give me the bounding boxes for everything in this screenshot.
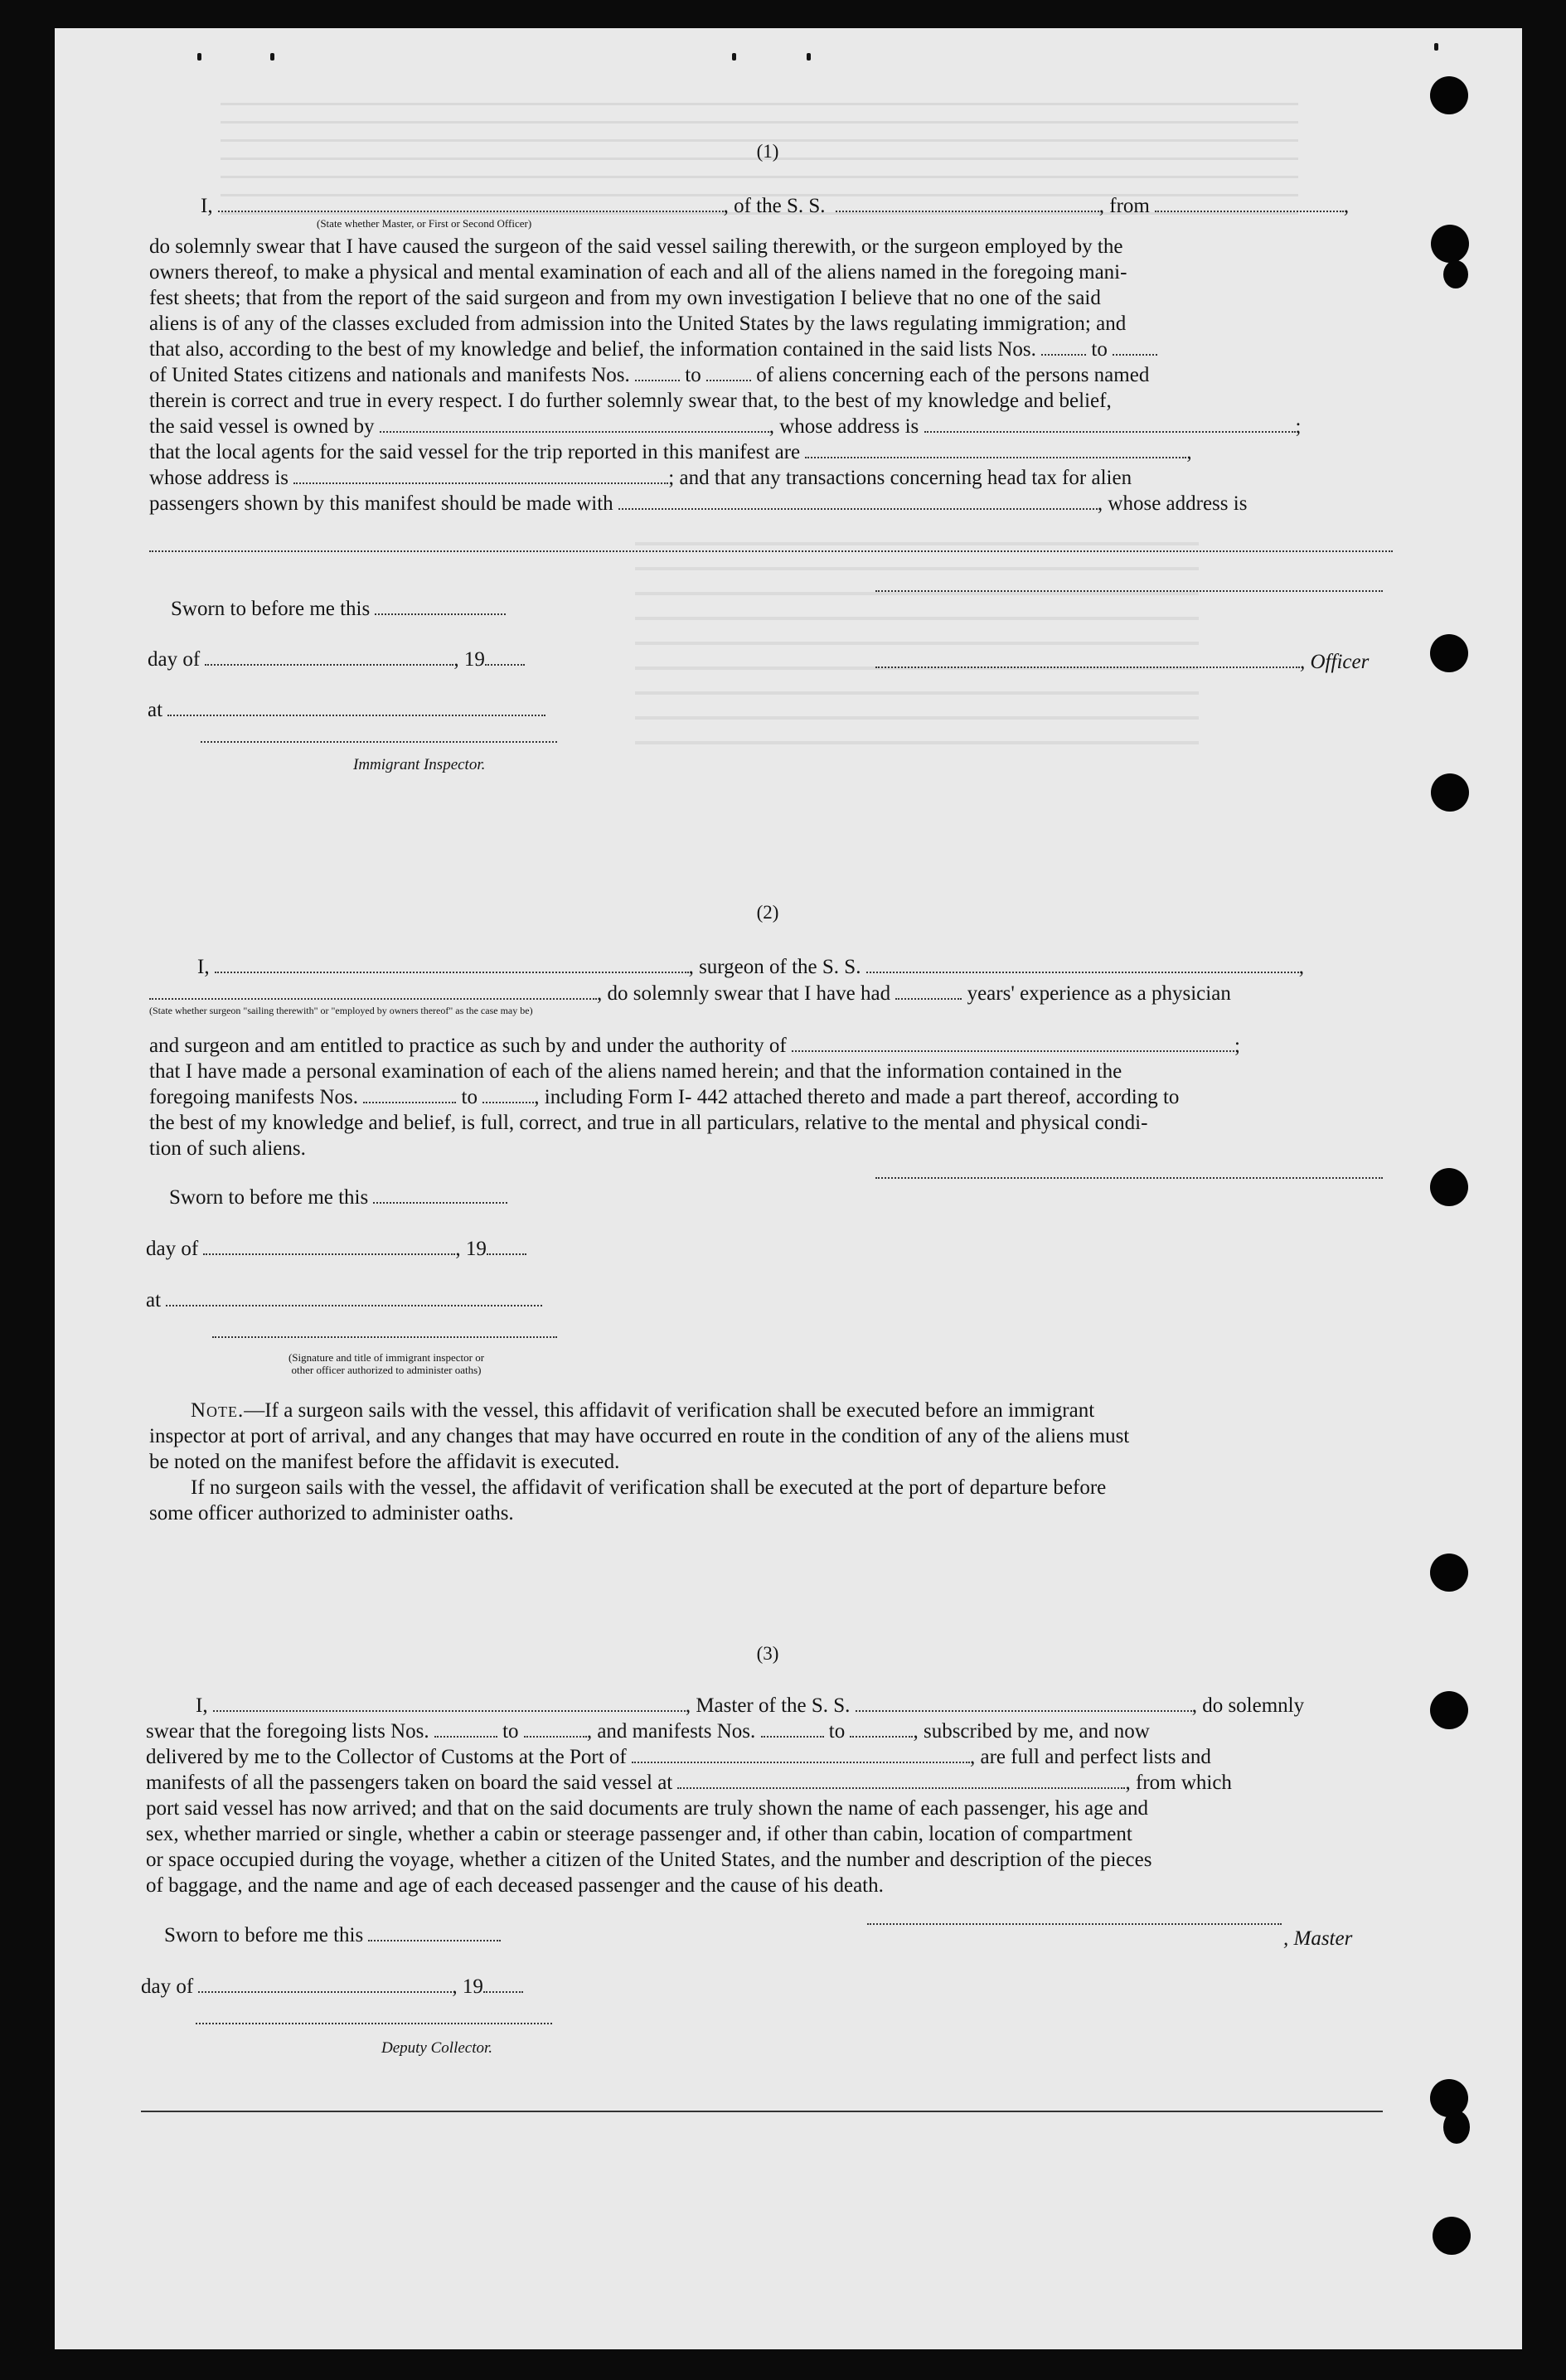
s3-sworn xyxy=(164,1923,501,1948)
text-line xyxy=(149,1084,1401,1110)
text: delivered by me to the Collector of Customs at the Port of xyxy=(146,1746,627,1768)
officer-title-line[interactable] xyxy=(875,666,1300,668)
text-line xyxy=(146,1718,1399,1744)
text: of aliens concerning each of the persons named xyxy=(756,364,1150,386)
punch-mark xyxy=(197,53,201,61)
punch-mark xyxy=(270,53,274,61)
section-2-number: (2) xyxy=(756,902,779,923)
text: ; xyxy=(1234,1035,1240,1057)
text-line xyxy=(149,362,1401,388)
field-list-from[interactable] xyxy=(1041,337,1086,356)
text: , whose address is xyxy=(1097,492,1248,515)
s2-signature-hint xyxy=(204,1351,569,1376)
text-line: port said vessel has now arrived; and that on the said documents are truly shown the name of each passenger, his age and xyxy=(146,1797,1149,1820)
text: I, xyxy=(201,195,213,217)
text-line xyxy=(149,491,1401,516)
text: , whose address is xyxy=(768,415,919,438)
text-line: the best of my knowledge and belief, is full, correct, and true in all particulars, relative to the mental and physical condi- xyxy=(149,1112,1148,1134)
text: Sworn to before me this xyxy=(169,1186,369,1209)
text: to xyxy=(502,1720,519,1743)
text: day of xyxy=(141,1975,194,1998)
field-sworn-date[interactable] xyxy=(368,1923,501,1941)
field-place[interactable] xyxy=(167,698,545,716)
text: passengers shown by this manifest should be made with xyxy=(149,492,613,515)
text: foregoing manifests Nos. xyxy=(149,1086,359,1108)
field-surgeon-name[interactable] xyxy=(215,955,689,973)
text: years' experience as a physician xyxy=(967,982,1231,1005)
text-line xyxy=(149,439,1401,465)
master-signature-line[interactable] xyxy=(867,1923,1282,1925)
punch-hole xyxy=(1431,225,1469,263)
text: , from xyxy=(1098,195,1150,217)
text: I, xyxy=(196,1694,208,1717)
text: to xyxy=(461,1086,478,1108)
field-headtax-agent[interactable] xyxy=(618,492,1098,510)
section-3-number: (3) xyxy=(756,1643,779,1664)
s1-sworn xyxy=(171,597,506,622)
master-label: , Master xyxy=(1283,1927,1353,1950)
field-port[interactable] xyxy=(632,1745,970,1763)
text: to xyxy=(828,1720,846,1743)
note-label: Note. xyxy=(191,1399,245,1422)
field-owner[interactable] xyxy=(380,414,769,433)
s1-body xyxy=(149,234,1401,516)
text-line: owners thereof, to make a physical and mental examination of each and all of the aliens named in the foregoing mani- xyxy=(149,261,1127,284)
text-line: sex, whether married or single, whether a cabin or steerage passenger and, if other than cabin, location of compartment xyxy=(146,1823,1132,1845)
text-line: of baggage, and the name and age of each deceased passenger and the cause of his death. xyxy=(146,1874,884,1897)
field-manifest-from[interactable] xyxy=(761,1719,824,1738)
punch-hole xyxy=(1430,1168,1468,1206)
field-day[interactable] xyxy=(198,1975,452,1993)
bottom-rule xyxy=(141,2111,1383,2112)
text: , from which xyxy=(1125,1772,1232,1794)
s2-body xyxy=(149,1033,1401,1161)
text-line: be noted on the manifest before the affidavit is executed. xyxy=(149,1451,620,1473)
s2-sworn xyxy=(169,1185,507,1210)
section-1-number: (1) xyxy=(756,141,779,162)
text: day of xyxy=(148,648,201,671)
field-from[interactable] xyxy=(1155,194,1344,212)
text: , 19 xyxy=(453,648,485,671)
field-years[interactable] xyxy=(895,982,962,1000)
text: of United States citizens and nationals and manifests Nos. xyxy=(149,364,630,386)
immigrant-inspector-label: Immigrant Inspector. xyxy=(353,756,486,773)
field-master-name[interactable] xyxy=(213,1694,686,1712)
field-year[interactable] xyxy=(487,1237,526,1255)
text-line: therein is correct and true in every respect. I do further solemnly swear that, to the best of my knowledge and belief, xyxy=(149,390,1112,412)
collector-signature-line[interactable] xyxy=(196,2023,552,2024)
text-line xyxy=(149,337,1401,362)
punch-mark xyxy=(807,53,811,61)
field-sworn-date[interactable] xyxy=(373,1185,507,1204)
document-page xyxy=(55,28,1522,2349)
text-line: (Signature and title of immigrant inspector or xyxy=(288,1351,485,1364)
punch-hole xyxy=(1431,773,1469,812)
punch-hole xyxy=(1443,260,1468,288)
text: , Master of the S. S. xyxy=(685,1694,851,1717)
inspector-signature-line[interactable] xyxy=(212,1336,557,1338)
text: , and manifests Nos. xyxy=(586,1720,756,1743)
field-sworn-date[interactable] xyxy=(375,597,506,615)
text: , subscribed by me, and now xyxy=(913,1720,1150,1743)
s2-hint: (State whether surgeon "sailing therewith" or "employed by owners thereof" as the case may be) xyxy=(149,1005,533,1016)
text: , 19 xyxy=(452,1975,483,1998)
text-line: If no surgeon sails with the vessel, the affidavit of verification shall be executed at the port of departure before xyxy=(191,1476,1107,1499)
text-line: that I have made a personal examination of each of the aliens named herein; and that the information contained in the xyxy=(149,1060,1122,1083)
text: at xyxy=(148,699,163,721)
s2-line-1 xyxy=(197,955,1304,980)
text-line xyxy=(146,1770,1399,1796)
field-departure-port[interactable] xyxy=(677,1771,1125,1789)
text: manifests of all the passengers taken on board the said vessel at xyxy=(146,1772,673,1794)
text-line: aliens is of any of the classes excluded from admission into the United States by the laws regulating immigration; and xyxy=(149,313,1127,335)
text: , of the S. S. xyxy=(723,195,826,217)
text: , 19 xyxy=(455,1238,487,1260)
deputy-collector-label: Deputy Collector. xyxy=(381,2039,493,2057)
field-name[interactable] xyxy=(218,194,724,212)
s1-dayof xyxy=(148,647,525,672)
punch-hole xyxy=(1433,2217,1471,2255)
text: that also, according to the best of my knowledge and belief, the information contained in the said lists Nos. xyxy=(149,338,1036,361)
field-year[interactable] xyxy=(485,647,525,666)
field-vessel[interactable] xyxy=(836,194,1099,212)
field-owner-address[interactable] xyxy=(924,414,1296,433)
text-line: some officer authorized to administer oaths. xyxy=(149,1502,514,1524)
surgeon-signature-line[interactable] xyxy=(875,1177,1383,1179)
text-line xyxy=(146,1693,1399,1718)
officer-label: , Officer xyxy=(1300,651,1370,673)
field-manifest-from[interactable] xyxy=(363,1085,456,1103)
text: , including Form I- 442 attached thereto and made a part thereof, according to xyxy=(534,1086,1180,1108)
s3-dayof xyxy=(141,1975,523,1999)
text: , xyxy=(1298,956,1304,978)
field-manifest-to[interactable] xyxy=(482,1085,534,1103)
text: Sworn to before me this xyxy=(164,1924,364,1946)
field-surgeon-status[interactable] xyxy=(149,982,597,1000)
text: whose address is xyxy=(149,467,289,489)
text: swear that the foregoing lists Nos. xyxy=(146,1720,429,1743)
field-day[interactable] xyxy=(205,647,453,666)
punch-hole xyxy=(1443,2111,1470,2144)
text: that the local agents for the said vessel for the trip reported in this manifest are xyxy=(149,441,801,463)
field-headtax-address[interactable] xyxy=(149,550,1393,552)
field-vessel[interactable] xyxy=(856,1694,1192,1712)
punch-mark xyxy=(1434,43,1438,51)
text-line: other officer authorized to administer oaths) xyxy=(291,1364,482,1376)
punch-hole xyxy=(1430,1554,1468,1592)
field-manifest-to[interactable] xyxy=(706,363,751,381)
field-day[interactable] xyxy=(203,1237,455,1255)
text-line: do solemnly swear that I have caused the surgeon of the said vessel sailing therewith, or the surgeon employed by the xyxy=(149,235,1123,258)
text: the said vessel is owned by xyxy=(149,415,375,438)
field-manifest-from[interactable] xyxy=(635,363,680,381)
text: —If a surgeon sails with the vessel, this affidavit of verification shall be executed before an immigrant xyxy=(244,1399,1095,1422)
text: to xyxy=(1091,338,1108,361)
s1-hint: (State whether Master, or First or Second Officer) xyxy=(317,217,532,230)
text-line: or space occupied during the voyage, whether a citizen of the United States, and the number and description of the pieces xyxy=(146,1849,1152,1871)
field-authority[interactable] xyxy=(792,1034,1234,1052)
field-agents[interactable] xyxy=(805,440,1186,458)
text: , xyxy=(1343,195,1350,217)
field-list-from[interactable] xyxy=(434,1719,497,1738)
text-line xyxy=(149,1398,1401,1423)
officer-signature-line[interactable] xyxy=(875,590,1383,592)
text: , do solemnly swear that I have had xyxy=(597,982,891,1005)
text-line: tion of such aliens. xyxy=(149,1137,306,1160)
s2-note xyxy=(149,1398,1401,1526)
inspector-signature-line[interactable] xyxy=(201,741,557,743)
text: to xyxy=(685,364,701,386)
s1-line-1 xyxy=(201,194,1349,219)
field-list-to[interactable] xyxy=(524,1719,587,1738)
text: Sworn to before me this xyxy=(171,598,371,620)
field-place[interactable] xyxy=(166,1288,542,1306)
bleed-through xyxy=(635,542,1199,758)
text: at xyxy=(146,1289,162,1311)
text: , are full and perfect lists and xyxy=(970,1746,1211,1768)
s2-dayof xyxy=(146,1237,526,1262)
text-line: fest sheets; that from the report of the said surgeon and from my own investigation I believe that no one of the said xyxy=(149,287,1101,309)
text: , xyxy=(1186,441,1192,463)
text: ; and that any transactions concerning head tax for alien xyxy=(668,467,1132,489)
text-line: inspector at port of arrival, and any changes that may have occurred en route in the condition of any of the aliens must xyxy=(149,1425,1130,1447)
text: and surgeon and am entitled to practice as such by and under the authority of xyxy=(149,1035,787,1057)
text: ; xyxy=(1295,415,1302,438)
text: , surgeon of the S. S. xyxy=(688,956,861,978)
text: , do solemnly xyxy=(1191,1694,1305,1717)
field-list-to[interactable] xyxy=(1113,337,1157,356)
s2-line-2 xyxy=(149,982,1231,1006)
field-manifest-to[interactable] xyxy=(850,1719,913,1738)
text: I, xyxy=(197,956,210,978)
punch-hole xyxy=(1430,1691,1468,1729)
field-agents-address[interactable] xyxy=(293,466,668,484)
s3-body xyxy=(146,1693,1399,1898)
s2-at xyxy=(146,1288,542,1313)
s1-at xyxy=(148,698,545,723)
text: day of xyxy=(146,1238,199,1260)
punch-mark xyxy=(732,53,736,61)
text-line xyxy=(149,414,1401,439)
punch-hole xyxy=(1430,634,1468,672)
punch-hole xyxy=(1430,76,1468,114)
field-vessel[interactable] xyxy=(866,955,1299,973)
text-line xyxy=(149,1033,1401,1059)
text-line xyxy=(146,1744,1399,1770)
field-year[interactable] xyxy=(483,1975,523,1993)
text-line xyxy=(149,465,1401,491)
